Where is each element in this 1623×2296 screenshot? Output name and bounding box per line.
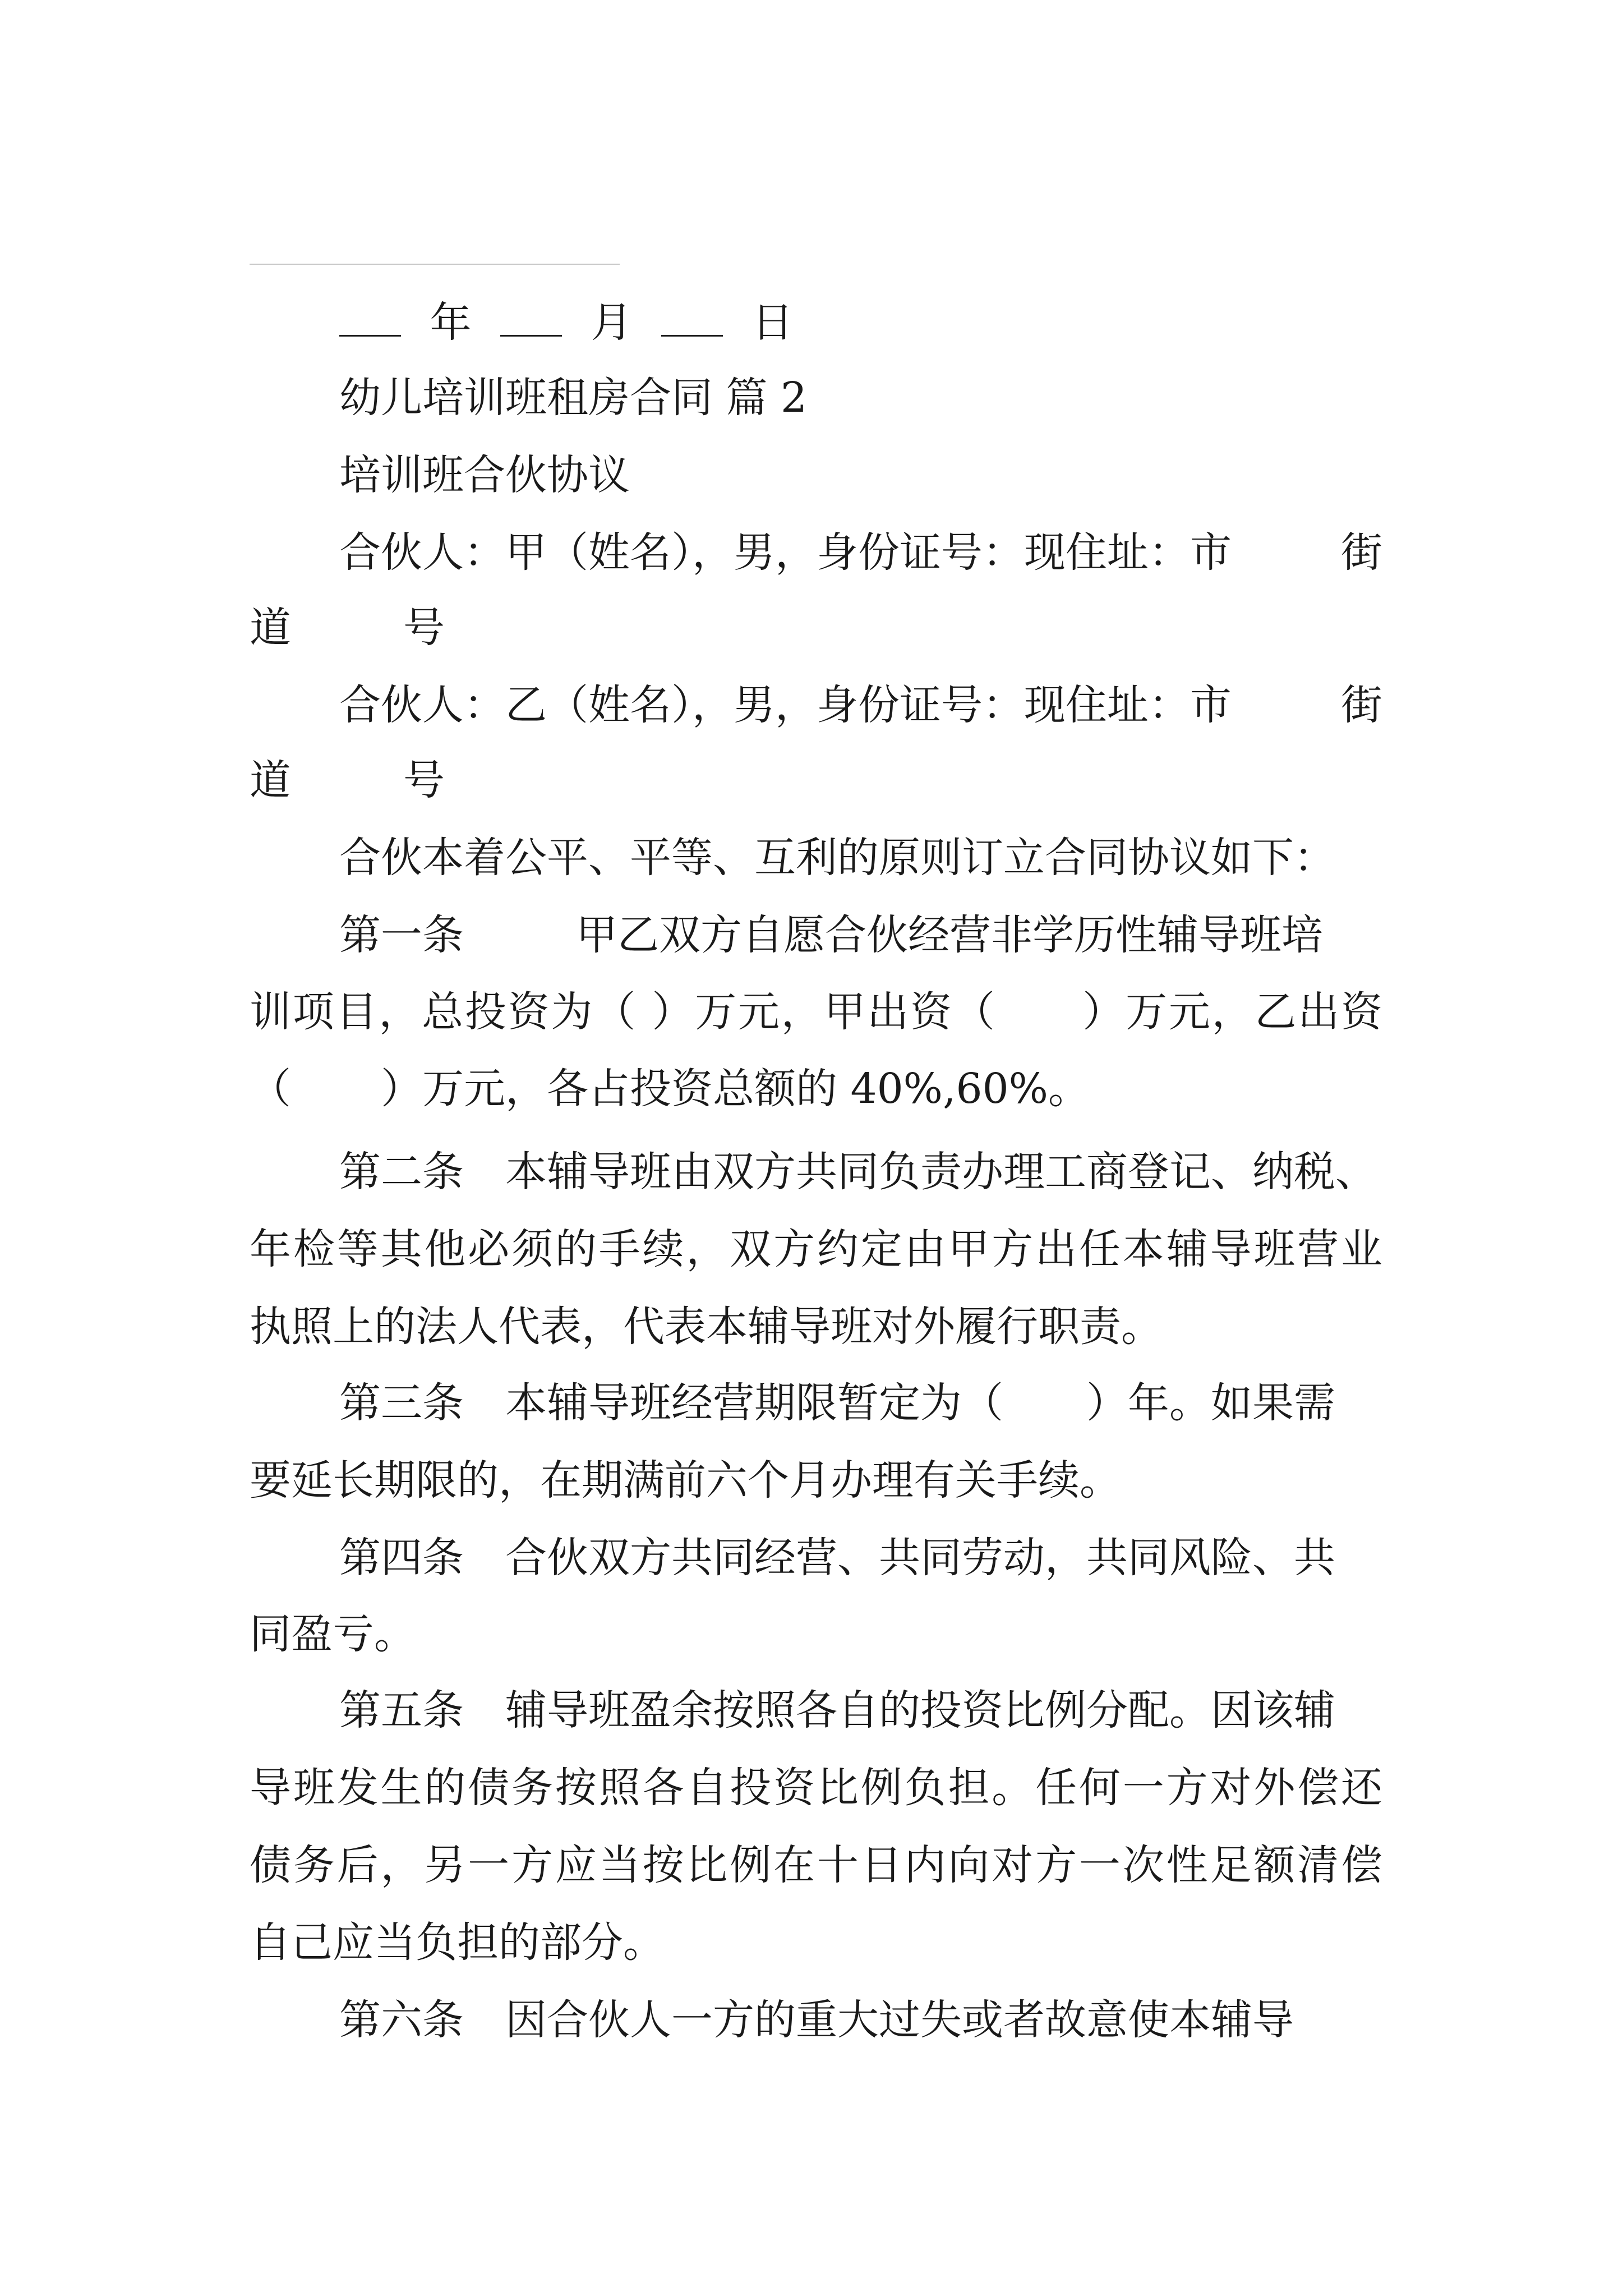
- partner-b-line2: [250, 756, 1382, 804]
- partner-a-road: 道: [250, 604, 291, 652]
- article2-line1: [250, 1148, 1382, 1196]
- article6-label: 第六条: [339, 1996, 464, 2044]
- partner-a-line2: [250, 604, 1382, 652]
- article1-line3: [250, 1065, 1382, 1113]
- partner-b-road: 道: [250, 756, 291, 804]
- article6-line1: [250, 1996, 1382, 2044]
- article4-text1: 合伙双方共同经营、共同劳动，共同风险、共: [505, 1534, 1335, 1582]
- article1-text1: 甲乙双方自愿合伙经营非学历性辅导班培: [576, 911, 1323, 959]
- article3-line2: 要延长期限的，在期满前六个月办理有关手续。: [250, 1456, 1121, 1504]
- partner-b-street: 街: [1341, 681, 1382, 729]
- article6-text1: 因合伙人一方的重大过失或者故意使本辅导: [505, 1996, 1294, 2044]
- partner-a-street: 街: [1341, 528, 1382, 577]
- day-blank[interactable]: [661, 300, 723, 337]
- article5-line3: 债务后，另一方应当按比例在十日内向对方一次性足额清偿: [250, 1841, 1382, 1889]
- partner-a-text: 合伙人：甲（姓名），男，身份证号：现住址：市: [339, 528, 1232, 577]
- article2-line2: 年检等其他必须的手续，双方约定由甲方出任本辅导班营业: [250, 1225, 1382, 1273]
- date-line: [250, 298, 1382, 347]
- article5-line2: 导班发生的债务按照各自投资比例负担。任何一方对外偿还: [250, 1764, 1382, 1812]
- article2-line3: 执照上的法人代表，代表本辅导班对外履行职责。: [250, 1303, 1163, 1351]
- doc-title: 幼儿培训班租房合同 篇 2: [339, 374, 808, 422]
- article3-text1: 本辅导班经营期限暂定为（ ）年。如果需: [505, 1379, 1335, 1427]
- partner-b-number: 号: [403, 756, 445, 804]
- article1-line2: 训项目，总投资为（ ）万元，甲出资（ ）万元，乙出资: [250, 988, 1382, 1036]
- agreement-title: 培训班合伙协议: [339, 451, 630, 499]
- article2-text1: 本辅导班由双方共同负责办理工商登记、纳税、: [505, 1148, 1377, 1196]
- year-blank[interactable]: [339, 300, 401, 337]
- article5-label: 第五条: [339, 1686, 464, 1734]
- article1-line1: [250, 911, 1382, 959]
- article1-label: 第一条: [339, 911, 464, 959]
- article4-line2: 同盈亏。: [250, 1610, 416, 1658]
- article1-paren-open: （: [250, 1065, 291, 1113]
- partner-b-text: 合伙人：乙（姓名），男，身份证号：现住址：市: [339, 681, 1232, 729]
- article2-label: 第二条: [339, 1148, 464, 1196]
- preamble: 合伙本着公平、平等、互利的原则订立合同协议如下：: [339, 834, 1335, 882]
- month-label: 月: [591, 298, 633, 347]
- article4-label: 第四条: [339, 1534, 464, 1582]
- month-blank[interactable]: [500, 300, 562, 337]
- header-rule: [250, 264, 620, 265]
- article5-line4: 自己应当负担的部分。: [250, 1918, 665, 1967]
- article3-line1: [250, 1379, 1382, 1427]
- article3-label: 第三条: [339, 1379, 464, 1427]
- article5-text1: 辅导班盈余按照各自的投资比例分配。因该辅: [505, 1686, 1335, 1734]
- partner-a-number: 号: [403, 604, 445, 652]
- article5-line1: [250, 1686, 1382, 1734]
- partner-a-line1: [250, 528, 1382, 577]
- article4-line1: [250, 1534, 1382, 1582]
- year-label: 年: [430, 298, 472, 347]
- partner-b-line1: [250, 681, 1382, 729]
- article1-text3: ）万元，各占投资总额的 40%,60%。: [381, 1065, 1090, 1113]
- day-label: 日: [751, 298, 794, 347]
